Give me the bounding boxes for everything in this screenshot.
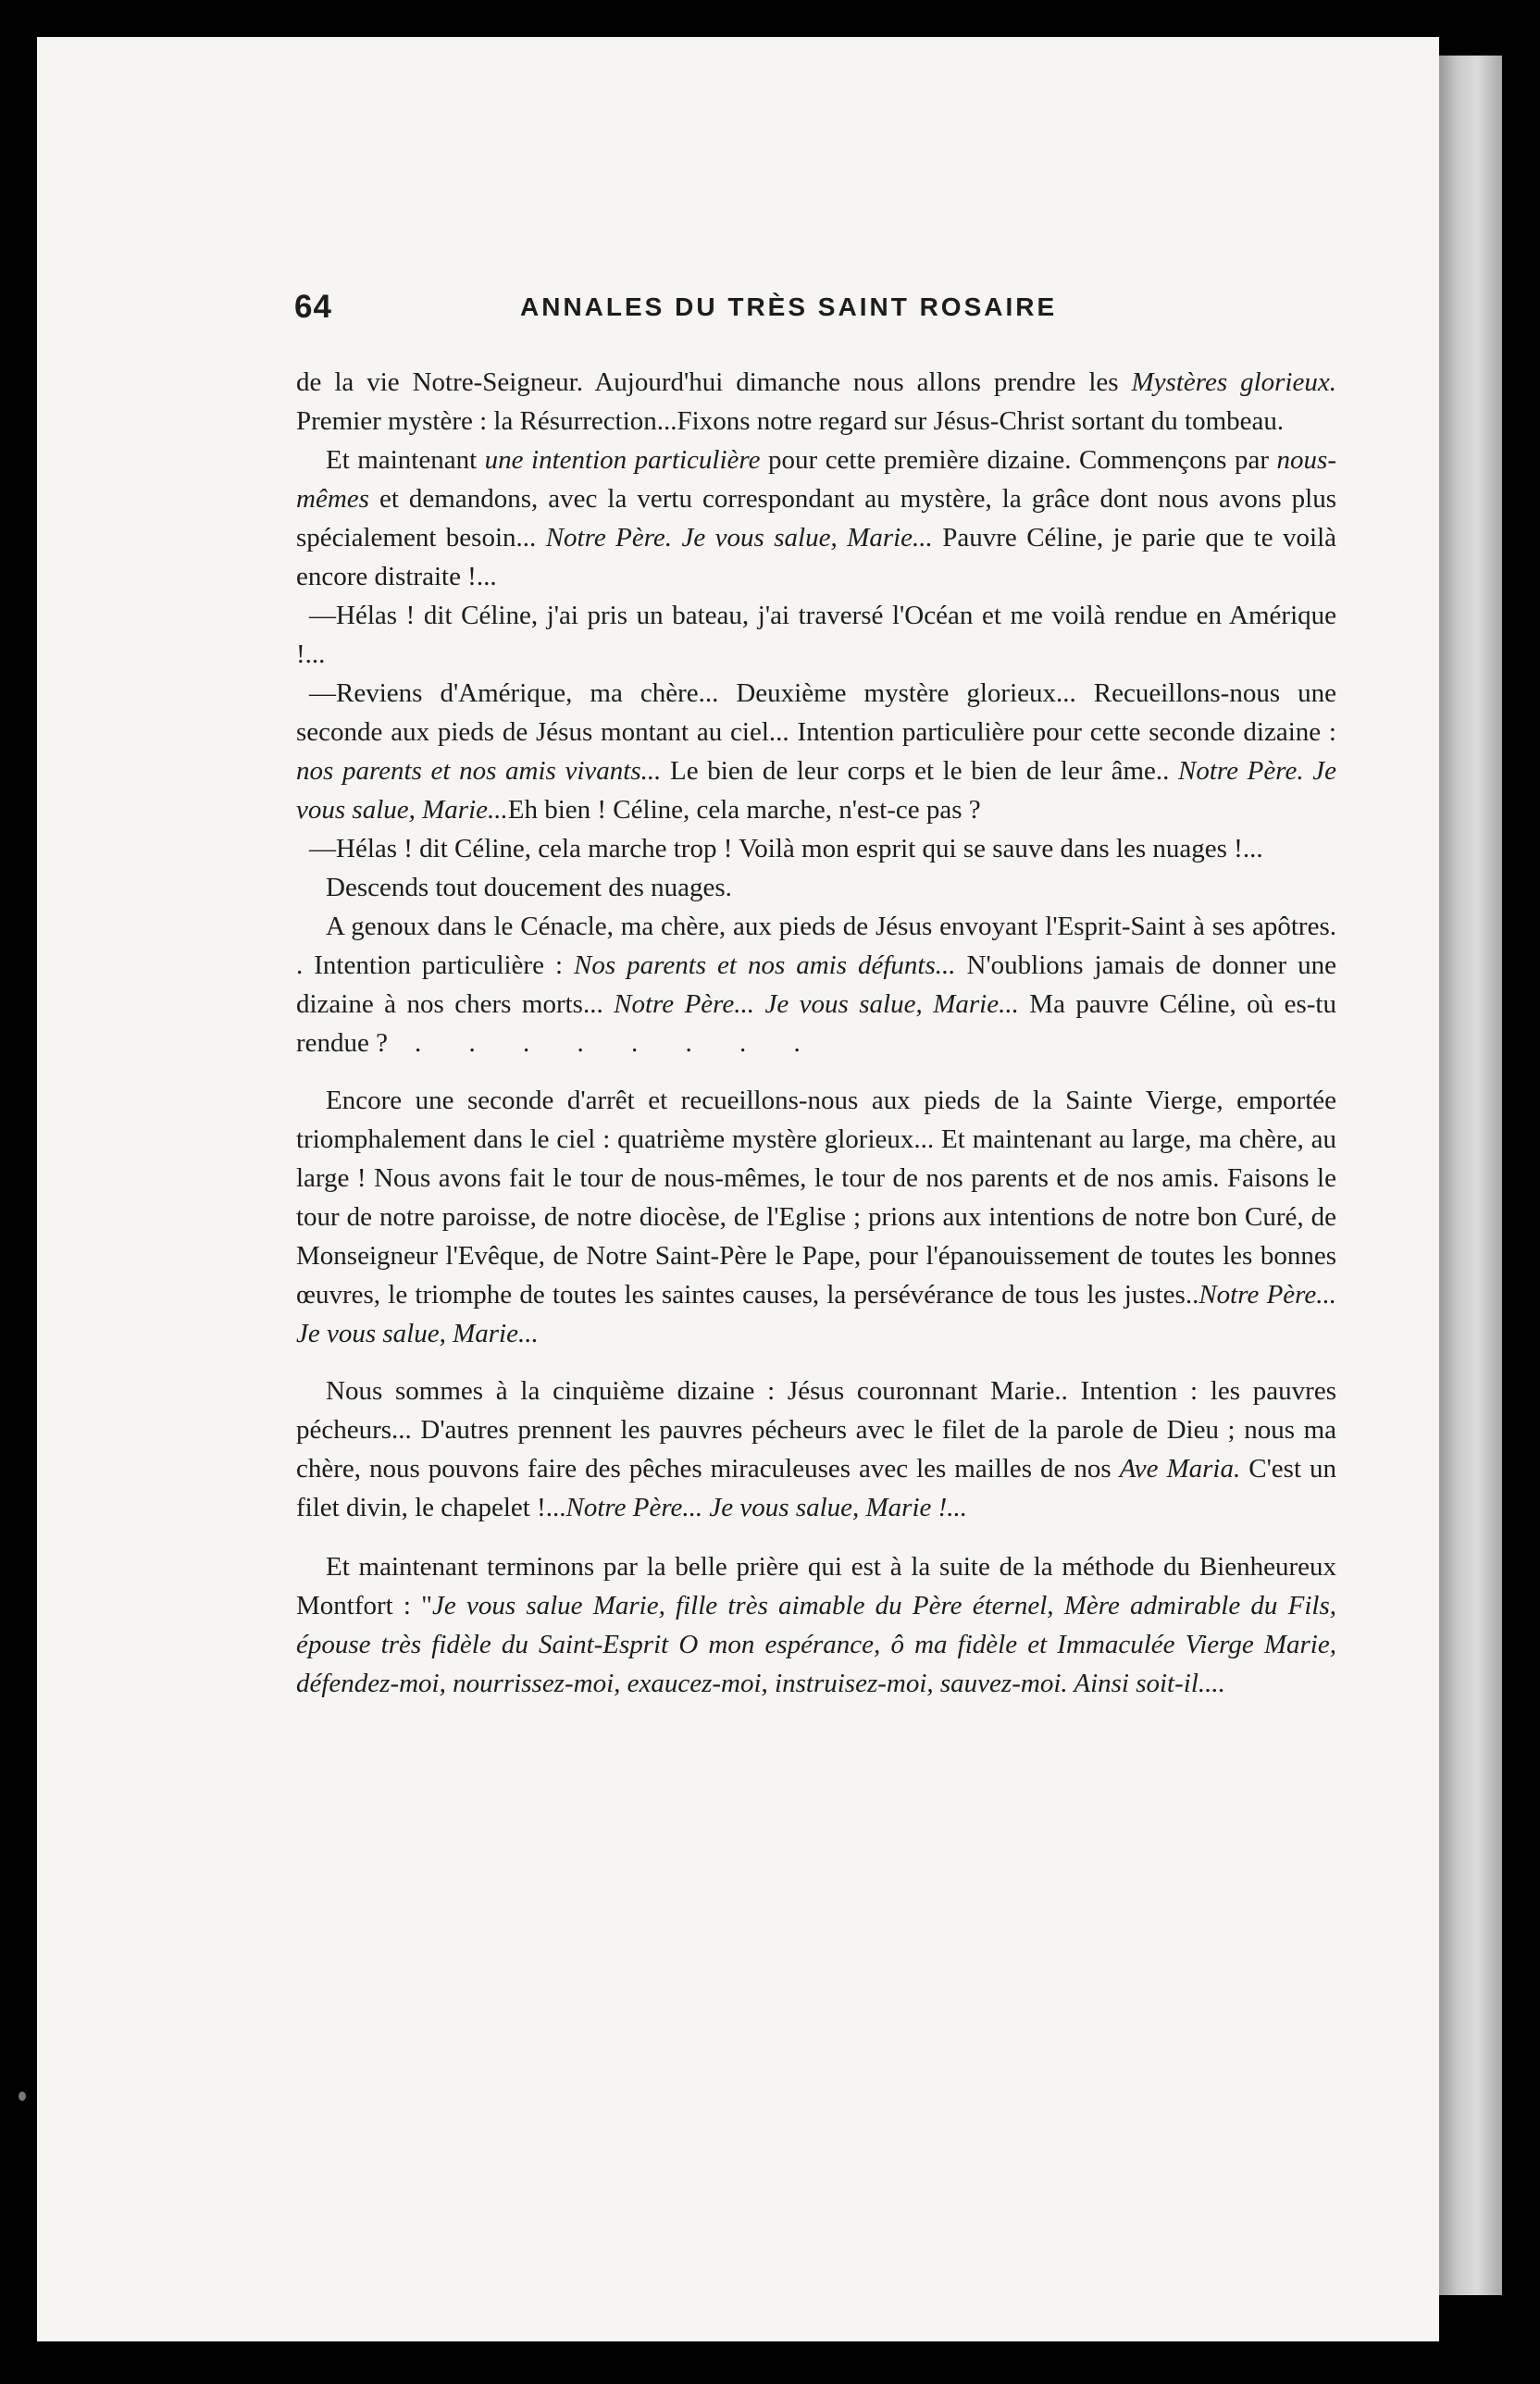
page-header: [294, 289, 1149, 329]
paragraph-10: [296, 1547, 1336, 1703]
paragraph-8: [296, 1081, 1336, 1353]
italic-run: Notre Père... Je vous salue, Marie...: [296, 1280, 1336, 1348]
italic-run: Ave Maria.: [1119, 1454, 1241, 1484]
text-run: Et maintenant: [326, 445, 485, 475]
body-text: [296, 363, 1336, 1703]
italic-run: Notre Père. Je vous salue, Marie...: [545, 523, 933, 553]
text-run: Eh bien ! Céline, cela marche, n'est-ce pas ?: [507, 795, 981, 825]
italic-run: Notre Père. Je vous salue, Marie...: [296, 756, 1336, 825]
ellipsis-dots: . . . . . . . .: [415, 1028, 821, 1058]
paragraph-3: —Hélas ! dit Céline, j'ai pris un bateau, j'ai traversé l'Océan et me voilà rendue en Amérique !...: [296, 601, 1336, 669]
scan-speck: [19, 2092, 26, 2101]
text-run: Nous sommes à la cinquième dizaine : Jésus couronnant Marie.. Intention : les pauvres pécheurs... D'autres prennent les pauvres pécheurs avec le filet de la parole de Dieu ; nous ma chère, nous pouvons faire des pêches miraculeuses avec les mailles de nos: [296, 1376, 1336, 1484]
italic-run: nous-mêmes: [296, 445, 1336, 514]
italic-run: Nos parents et nos amis défunts...: [574, 950, 956, 980]
text-run: et demandons, avec la vertu correspondant au mystère, la grâce dont nous avons plus spécialement besoin...: [296, 484, 1336, 553]
paragraph-7: [296, 907, 1336, 1062]
paragraph-9: [296, 1372, 1336, 1527]
paragraph-6: Descends tout doucement des nuages.: [326, 873, 732, 902]
italic-run: Mystères glorieux.: [1131, 367, 1336, 397]
italic-run: une intention particulière: [484, 445, 761, 475]
italic-run: Je vous salue Marie, fille très aimable du Père éternel, Mère admirable du Fils, épouse très fidèle du Saint-Esprit O mon espérance, ô ma fidèle et Immaculée Vierge Marie, défendez-moi, nourrissez-moi, exaucez-moi, instruisez-moi, sauvez-moi. Ainsi soit-il....: [296, 1591, 1337, 1698]
running-title: ANNALES DU TRÈS SAINT ROSAIRE: [520, 292, 1058, 321]
italic-run: Notre Père... Je vous salue, Marie !...: [565, 1493, 968, 1522]
text-run: Encore une seconde d'arrêt et recueillons-nous aux pieds de la Sainte Vierge, emportée triomphalement dans le ciel : quatrième mystère glorieux... Et maintenant au large, ma chère, au large ! Nous avons fait le tour de nous-mêmes, le tour de nos parents et de nos amis. Faisons le tour de notre paroisse, de notre diocèse, de l'Eglise ; prions aux intentions de notre bon Curé, de Monseigneur l'Evêque, de Notre Saint-Père le Pape, pour l'épanouissement de toutes les bonnes œuvres, le triomphe de toutes les saintes causes, la persévérance de tous les justes..: [296, 1086, 1336, 1310]
text-run: pour cette première dizaine. Commençons par: [760, 445, 1277, 475]
text-run: de la vie Notre-Seigneur. Aujourd'hui dimanche nous allons prendre les: [296, 367, 1132, 397]
text-run: Ma pauvre Céline, où es-tu rendue ?: [296, 989, 1336, 1058]
text-run: Le bien de leur corps et le bien de leur âme..: [661, 756, 1179, 786]
text-run: C'est un filet divin, le chapelet !...: [296, 1454, 1336, 1522]
page-edge-shadow: [1439, 56, 1502, 2295]
paragraph-1: [296, 363, 1336, 441]
italic-run: nos parents et nos amis vivants...: [296, 756, 662, 786]
text-run: Premier mystère : la Résurrection...Fixons notre regard sur Jésus-Christ sortant du tombeau.: [296, 406, 1285, 436]
text-run: —Reviens d'Amérique, ma chère... Deuxième mystère glorieux... Recueillons-nous une seconde aux pieds de Jésus montant au ciel... Intention particulière pour cette seconde dizaine :: [296, 678, 1336, 747]
text-run: Et maintenant terminons par la belle prière qui est à la suite de la méthode du Bienheureux Montfort : ": [296, 1552, 1336, 1620]
text-run: N'oublions jamais de donner une dizaine à nos chers morts...: [296, 950, 1336, 1019]
paragraph-2: [296, 441, 1336, 596]
italic-run: Notre Père... Je vous salue, Marie...: [614, 989, 1019, 1019]
paragraph-4: [296, 674, 1336, 829]
text-run: Pauvre Céline, je parie que te voilà encore distraite !...: [296, 523, 1337, 591]
paragraph-5: —Hélas ! dit Céline, cela marche trop ! Voilà mon esprit qui se sauve dans les nuages !...: [309, 834, 1263, 863]
page-number: 64: [294, 289, 332, 325]
text-run: A genoux dans le Cénacle, ma chère, aux pieds de Jésus envoyant l'Esprit-Saint à ses apôtres. . Intention particulière :: [296, 912, 1336, 980]
